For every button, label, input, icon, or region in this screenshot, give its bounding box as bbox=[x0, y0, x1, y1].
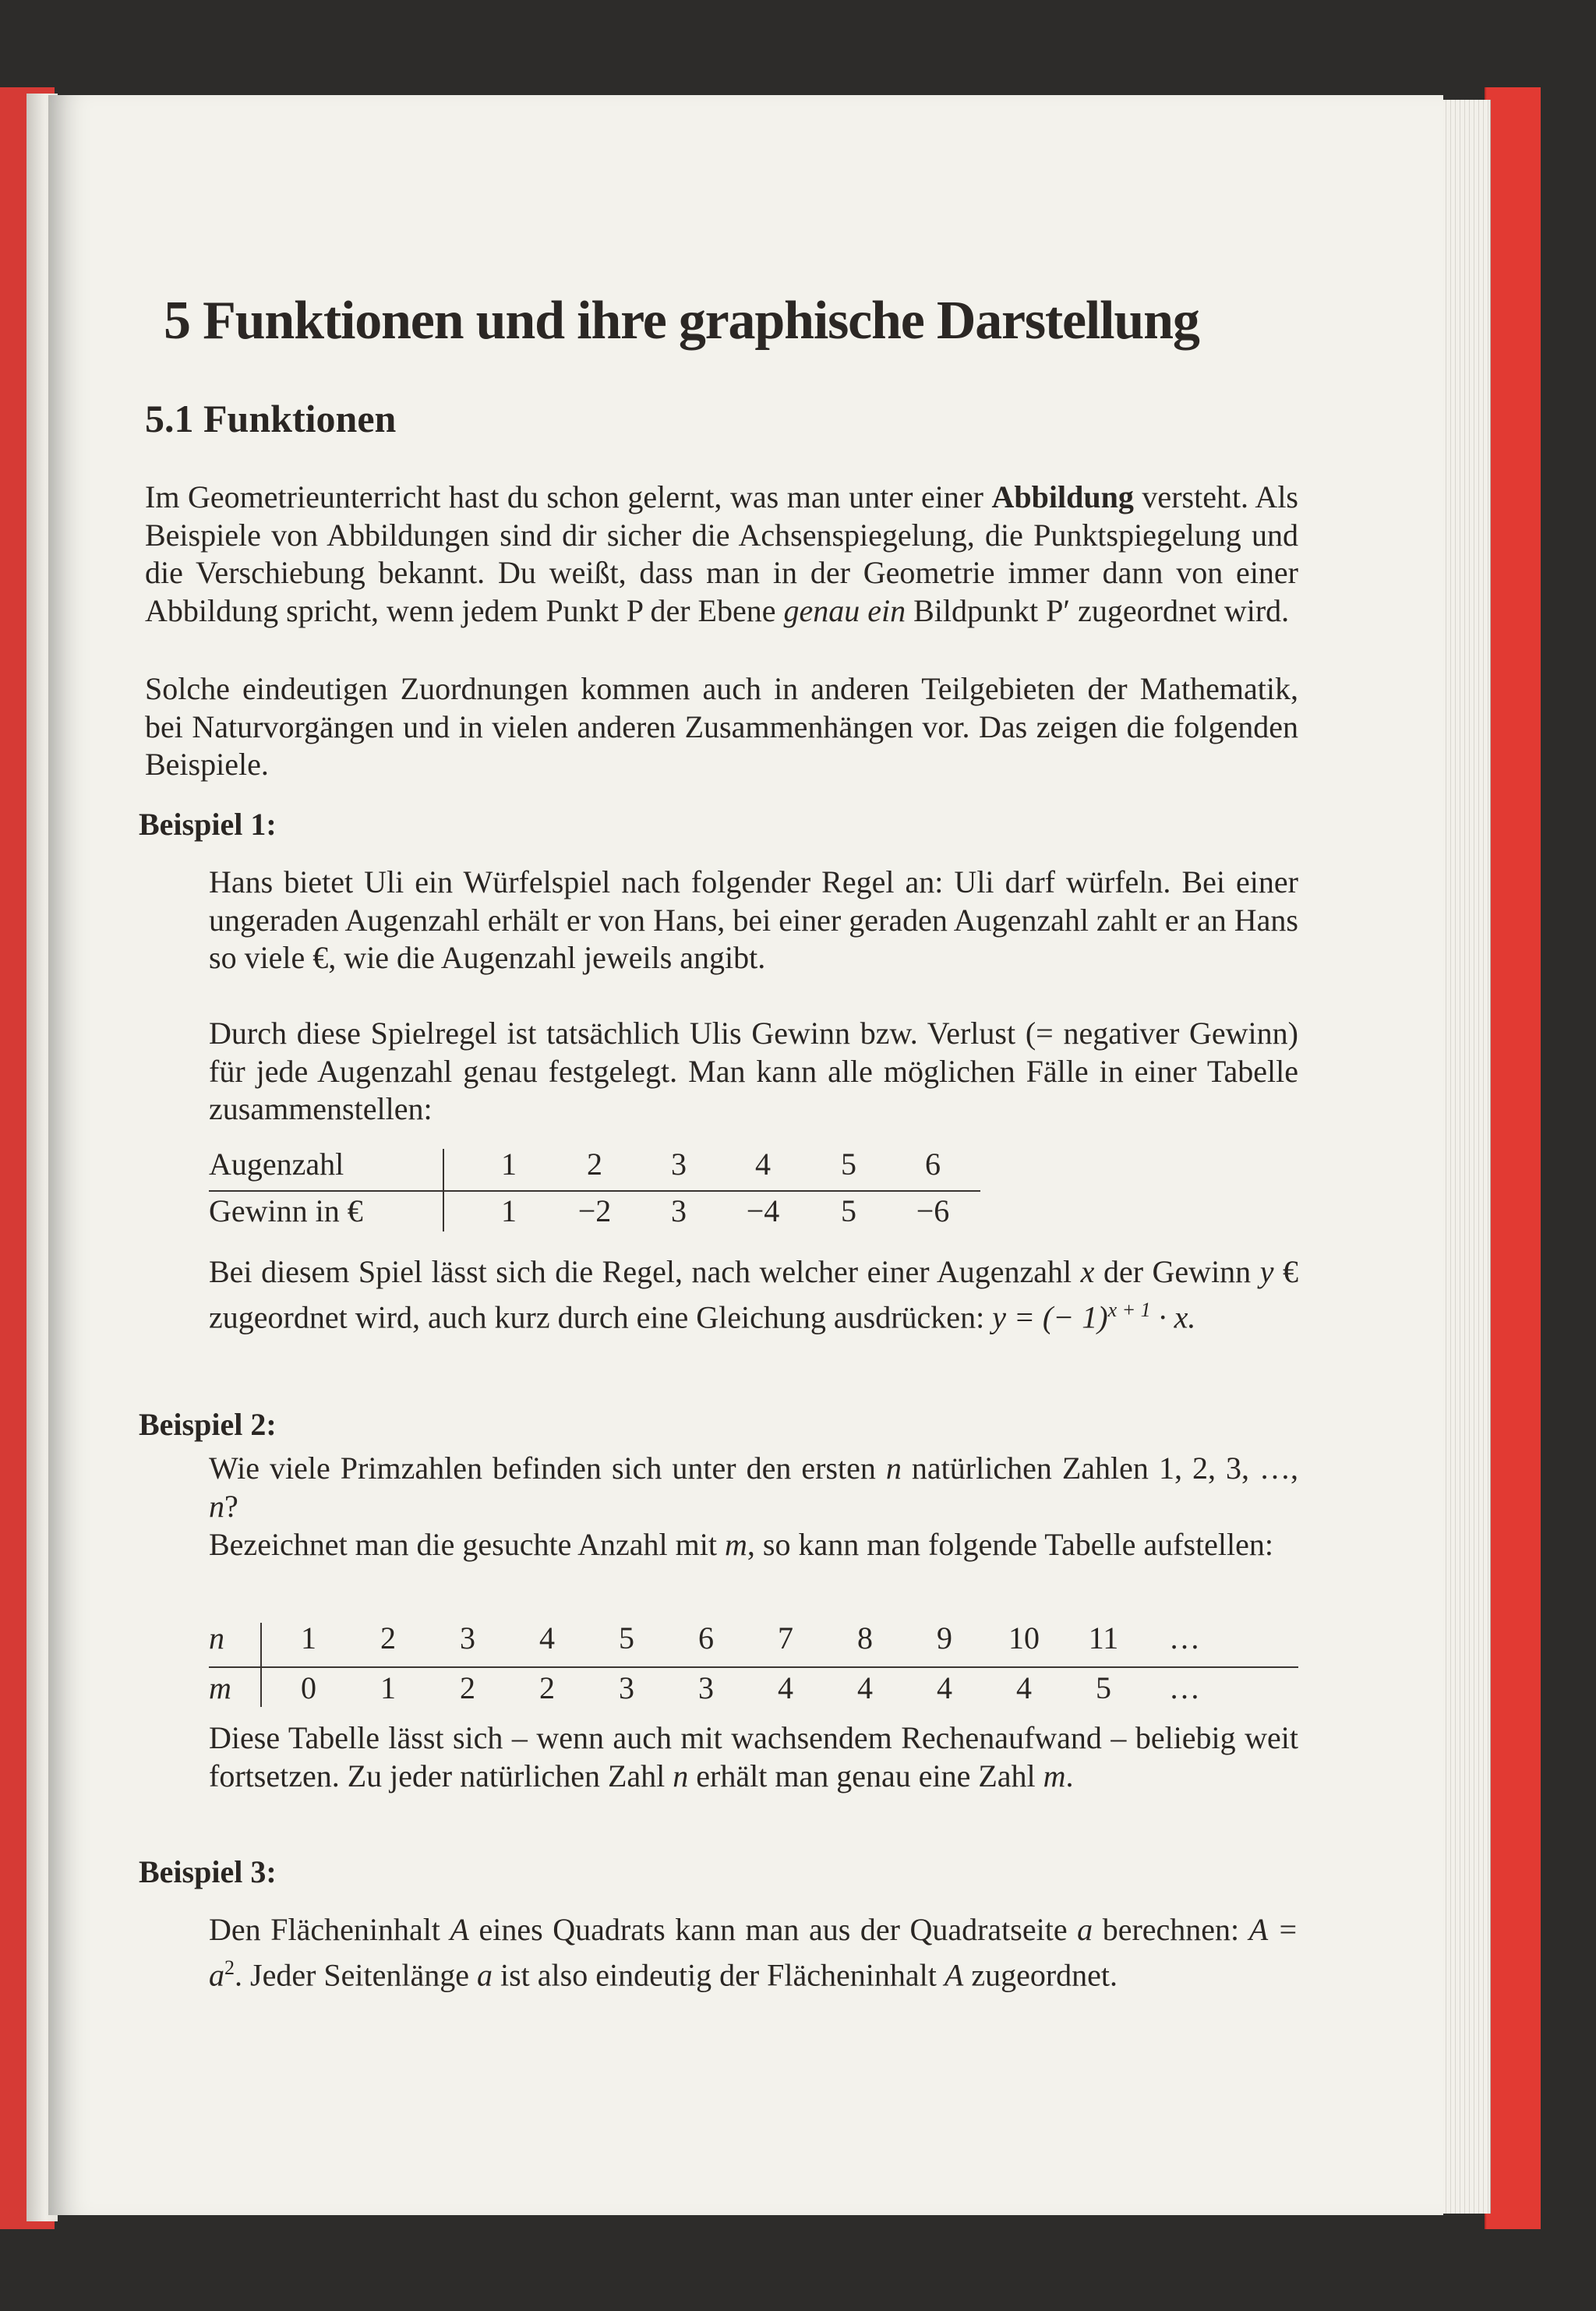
variable: m bbox=[725, 1527, 747, 1562]
formula: · x. bbox=[1150, 1299, 1196, 1334]
variable: a bbox=[477, 1956, 493, 1992]
table-cell: −6 bbox=[916, 1193, 950, 1228]
chapter-title: 5 Funktionen und ihre graphische Darstellung bbox=[164, 291, 1199, 351]
example2-paragraph-1 bbox=[209, 1450, 1298, 1525]
example2-table bbox=[209, 1620, 1298, 1712]
intro-text: versteht. Als Beispiele von Abbildungen sind dir sicher die Achsenspiegelung, die Punktspiegelung und die Verschiebung bekannt. Du weißt, dass man in der Geometrie immer dann von einer Abbildung spricht, wenn jedem Punkt P der Ebene bbox=[145, 479, 1298, 628]
section-title: 5.1 Funktionen bbox=[145, 397, 397, 440]
table-row bbox=[209, 1620, 1298, 1662]
table-cell: −2 bbox=[577, 1193, 612, 1228]
table-cell: 4 bbox=[539, 1620, 555, 1656]
table-cell: 0 bbox=[301, 1670, 316, 1705]
emphasis: genau ein bbox=[783, 592, 906, 628]
table-divider bbox=[209, 1666, 1298, 1668]
variable: m bbox=[1043, 1758, 1066, 1793]
intro-paragraph bbox=[145, 479, 1298, 630]
variable: a bbox=[1077, 1912, 1093, 1947]
variable: n bbox=[673, 1758, 689, 1793]
example3-paragraph-1 bbox=[209, 1911, 1298, 1994]
variable: A bbox=[450, 1912, 469, 1947]
formula: y = (− 1) bbox=[992, 1299, 1108, 1334]
table-cell: 10 bbox=[1008, 1620, 1040, 1656]
text: der Gewinn bbox=[1094, 1254, 1260, 1289]
table-divider bbox=[209, 1190, 980, 1192]
table-cell: 5 bbox=[841, 1147, 856, 1182]
table-row-label: Gewinn in € bbox=[209, 1193, 363, 1228]
example1-paragraph-3 bbox=[209, 1253, 1298, 1336]
variable: y bbox=[1259, 1254, 1274, 1289]
text: erhält man genau eine Zahl bbox=[688, 1758, 1043, 1793]
table-row-label: m bbox=[209, 1670, 231, 1705]
table-cell: 4 bbox=[937, 1670, 952, 1705]
text: Bei diesem Spiel lässt sich die Regel, nach welcher einer Augenzahl bbox=[209, 1254, 1081, 1289]
text: ist also eindeutig der Flächeninhalt bbox=[493, 1956, 945, 1992]
table-cell: 4 bbox=[1016, 1670, 1032, 1705]
table-cell: 5 bbox=[1096, 1670, 1111, 1705]
table-row bbox=[209, 1193, 988, 1231]
formula-exponent: x + 1 bbox=[1107, 1298, 1151, 1321]
table-cell: 4 bbox=[857, 1670, 873, 1705]
text: berechnen: bbox=[1093, 1912, 1249, 1947]
example1-table bbox=[209, 1146, 988, 1231]
table-cell: 3 bbox=[671, 1147, 687, 1182]
table-cell: 4 bbox=[778, 1670, 793, 1705]
text: natürlichen Zahlen 1, 2, 3, …, bbox=[901, 1451, 1298, 1486]
variable: n bbox=[209, 1488, 224, 1524]
table-cell: 3 bbox=[671, 1193, 687, 1228]
table-cell: 11 bbox=[1088, 1620, 1119, 1656]
example2-paragraph-2 bbox=[209, 1526, 1298, 1564]
table-row bbox=[209, 1146, 988, 1185]
table-cell: 6 bbox=[698, 1620, 714, 1656]
example2-paragraph-3 bbox=[209, 1719, 1298, 1795]
table-cell: … bbox=[1169, 1620, 1200, 1656]
table-cell: 2 bbox=[460, 1670, 475, 1705]
text: Bezeichnet man die gesuchte Anzahl mit bbox=[209, 1527, 725, 1562]
variable: x bbox=[1080, 1254, 1095, 1289]
table-cell: 2 bbox=[539, 1670, 555, 1705]
intro-text: Im Geometrieunterricht hast du schon gelernt, was man unter einer bbox=[145, 479, 992, 514]
intro-paragraph-2: Solche eindeutigen Zuordnungen kommen auch in anderen Teilgebieten der Mathematik, bei Naturvorgängen und in vielen anderen Zusammenhängen vor. Das zeigen die folgenden Beispiele. bbox=[145, 671, 1298, 782]
example1-heading: Beispiel 1: bbox=[139, 807, 277, 842]
table-cell: 2 bbox=[587, 1147, 602, 1182]
table-cell: 1 bbox=[501, 1147, 517, 1182]
table-row-label: Augenzahl bbox=[209, 1147, 344, 1182]
variable: A bbox=[944, 1956, 964, 1992]
table-cell: 3 bbox=[619, 1670, 634, 1705]
intro-text: Bildpunkt P′ zugeordnet wird. bbox=[906, 592, 1290, 628]
table-cell: 5 bbox=[619, 1620, 634, 1656]
example3-heading: Beispiel 3: bbox=[139, 1854, 277, 1889]
example1-paragraph-2: Durch diese Spielregel ist tatsächlich Ulis Gewinn bzw. Verlust (= negativer Gewinn) für jede Augenzahl genau festgelegt. Man kann alle möglichen Fälle in einer Tabelle zusammenstellen: bbox=[209, 1016, 1298, 1126]
table-cell: 4 bbox=[755, 1147, 771, 1182]
table-cell: … bbox=[1169, 1670, 1200, 1705]
text: Den Flächeninhalt bbox=[209, 1912, 450, 1947]
table-row bbox=[209, 1670, 1298, 1712]
text: Wie viele Primzahlen befinden sich unter den ersten bbox=[209, 1451, 886, 1486]
table-cell: 8 bbox=[857, 1620, 873, 1656]
formula-exponent: 2 bbox=[224, 1956, 235, 1979]
text: . bbox=[1065, 1758, 1074, 1793]
table-cell: 1 bbox=[301, 1620, 316, 1656]
text: Diese Tabelle lässt sich – wenn auch mit wachsendem Rechenaufwand – beliebig weit fortsetzen. Zu jeder natürlichen Zahl bbox=[209, 1720, 1298, 1793]
example1-paragraph-1: Hans bietet Uli ein Würfelspiel nach folgender Regel an: Uli darf würfeln. Bei einer ungeraden Augenzahl erhält er von Hans, bei einer geraden Augenzahl zahlt er an Hans so viele €, wie die Augenzahl jeweils angibt. bbox=[209, 864, 1298, 975]
table-cell: 7 bbox=[778, 1620, 793, 1656]
example2-heading: Beispiel 2: bbox=[139, 1407, 277, 1442]
variable: n bbox=[885, 1451, 902, 1486]
text: . Jeder Seitenlänge bbox=[235, 1956, 477, 1992]
table-cell: 6 bbox=[925, 1147, 941, 1182]
text: , so kann man folgende Tabelle aufstellen: bbox=[747, 1527, 1274, 1562]
book-page bbox=[48, 95, 1443, 2215]
table-cell: 2 bbox=[380, 1620, 396, 1656]
book-cover-right bbox=[1485, 87, 1541, 2229]
table-cell: 5 bbox=[841, 1193, 856, 1228]
formula: A = a bbox=[209, 1912, 1298, 1992]
text: zugeordnet. bbox=[963, 1956, 1118, 1992]
table-cell: 1 bbox=[501, 1193, 517, 1228]
term-abbildung: Abbildung bbox=[991, 479, 1134, 514]
table-cell: −4 bbox=[746, 1193, 780, 1228]
table-cell: 9 bbox=[937, 1620, 952, 1656]
table-row-label: n bbox=[209, 1620, 224, 1656]
text: ? bbox=[224, 1488, 238, 1524]
table-cell: 1 bbox=[380, 1670, 396, 1705]
table-cell: 3 bbox=[460, 1620, 475, 1656]
text: eines Quadrats kann man aus der Quadratseite bbox=[468, 1912, 1078, 1947]
table-cell: 3 bbox=[698, 1670, 714, 1705]
text: € zugeordnet wird, auch kurz durch eine Gleichung ausdrücken: bbox=[209, 1254, 1299, 1334]
